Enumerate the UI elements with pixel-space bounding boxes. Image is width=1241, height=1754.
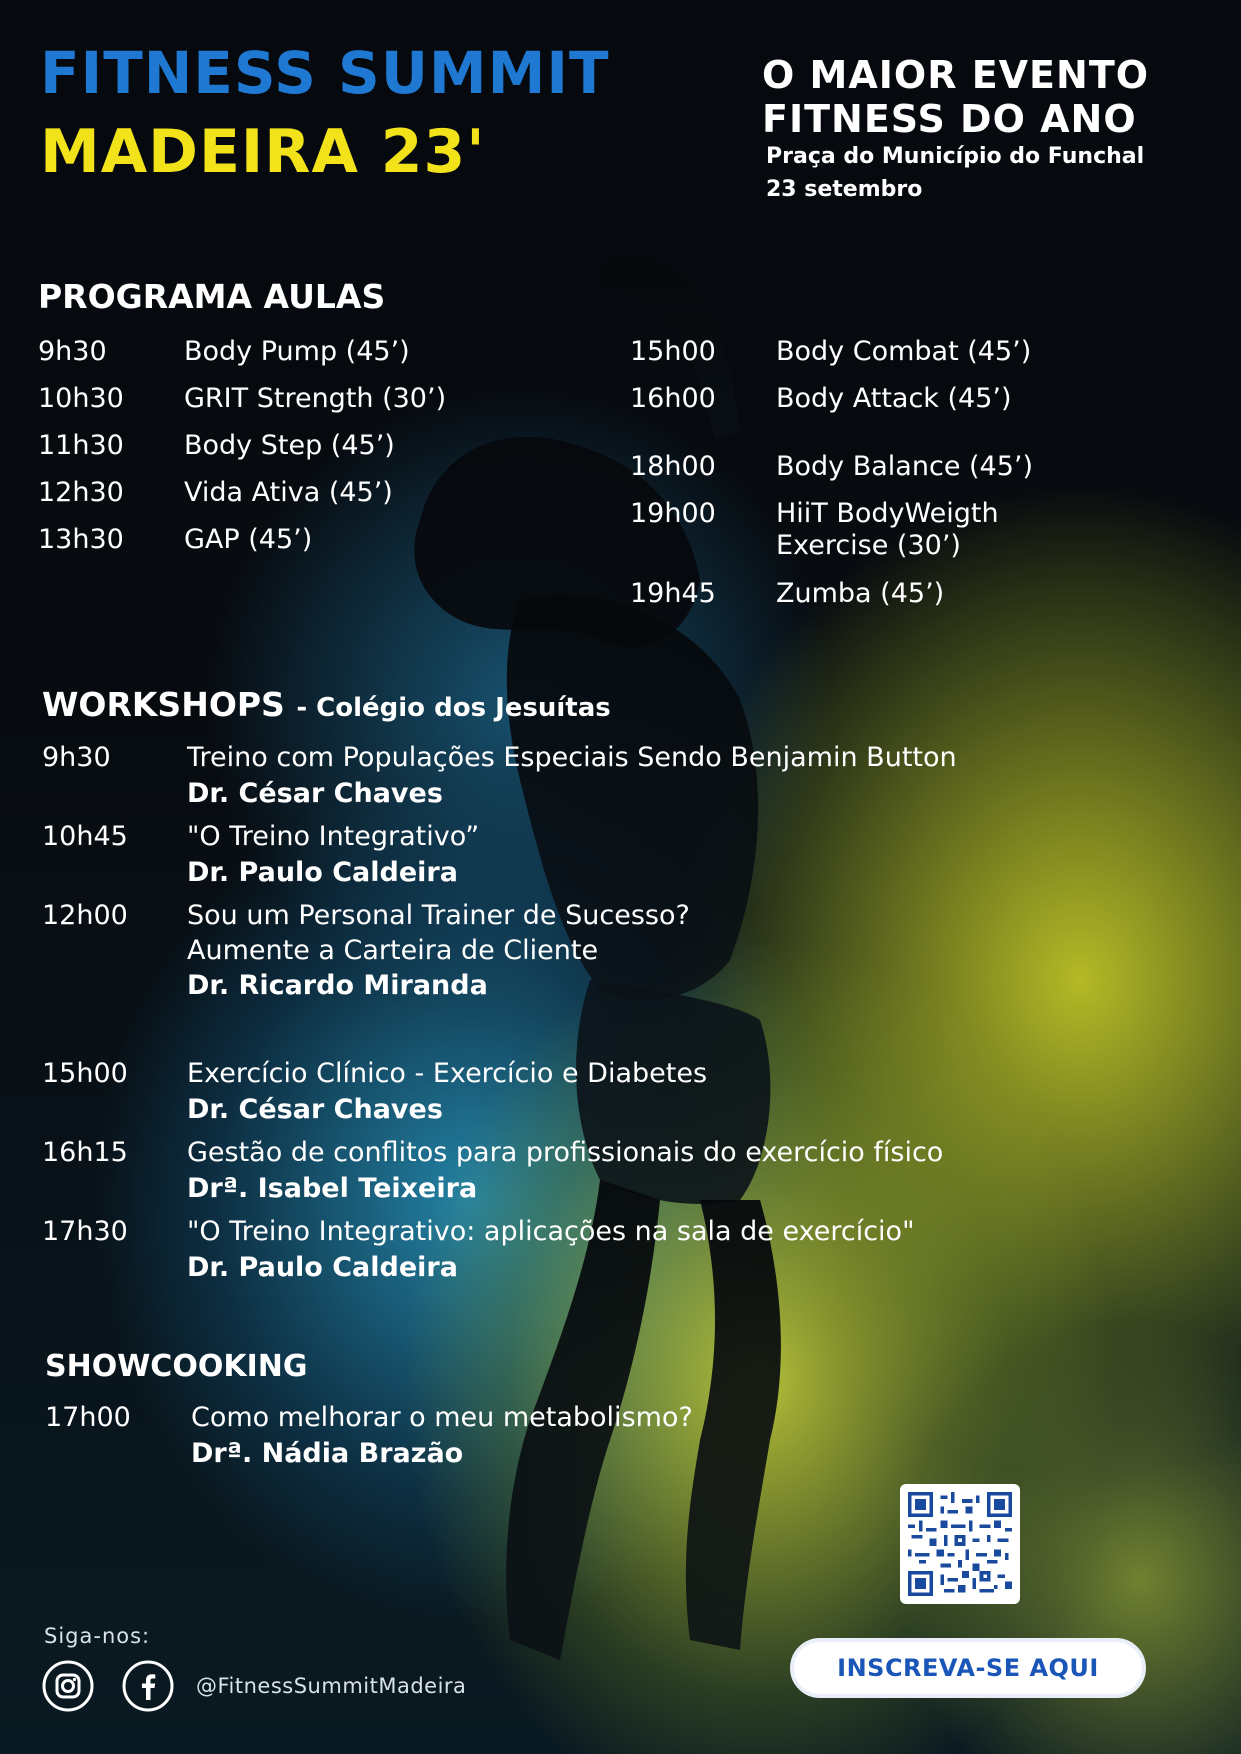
program-class: Body Step (45’): [184, 430, 395, 461]
program-time: 10h30: [38, 383, 124, 414]
showcooking-heading: SHOWCOOKING: [45, 1349, 308, 1384]
workshops-heading: [42, 685, 611, 724]
workshops-title: WORKSHOPS: [42, 685, 285, 724]
program-time: 15h00: [630, 336, 716, 367]
workshop-time: 10h45: [42, 821, 128, 852]
program-time: 19h00: [630, 498, 716, 529]
program-class: Vida Ativa (45’): [184, 477, 393, 508]
workshop-title: Treino com Populações Especiais Sendo Benjamin Button: [187, 742, 957, 773]
showcooking-speaker: Drª. Nádia Brazão: [191, 1438, 464, 1469]
qr-code-graphic: [908, 1492, 1012, 1596]
workshop-time: 12h00: [42, 900, 128, 931]
showcooking-title: Como melhorar o meu metabolismo?: [191, 1402, 693, 1433]
program-class: HiiT BodyWeigth: [776, 498, 999, 529]
workshop-title: Gestão de conflitos para profissionais do exercício físico: [187, 1137, 944, 1168]
program-class: Zumba (45’): [776, 578, 945, 609]
qr-code[interactable]: [900, 1484, 1020, 1604]
workshop-title: Exercício Clínico - Exercício e Diabetes: [187, 1058, 708, 1089]
program-class: Body Balance (45’): [776, 451, 1034, 482]
program-heading: PROGRAMA AULAS: [38, 277, 386, 316]
event-subtitle: MADEIRA 23': [40, 117, 486, 187]
program-time: 19h45: [630, 578, 716, 609]
facebook-icon[interactable]: [122, 1660, 174, 1712]
tagline-line-2: FITNESS DO ANO: [762, 97, 1137, 141]
workshop-time: 16h15: [42, 1137, 128, 1168]
instagram-icon[interactable]: [42, 1660, 94, 1712]
program-time: 11h30: [38, 430, 124, 461]
event-title: FITNESS SUMMIT: [40, 39, 610, 107]
follow-label: Siga-nos:: [44, 1624, 151, 1648]
workshop-title-line2: Aumente a Carteira de Cliente: [187, 935, 599, 966]
workshops-location: - Colégio dos Jesuítas: [296, 693, 611, 723]
program-class-line2: Exercise (30’): [776, 530, 961, 561]
workshop-speaker: Dr. Paulo Caldeira: [187, 857, 458, 888]
program-time: 16h00: [630, 383, 716, 414]
program-class: GRIT Strength (30’): [184, 383, 447, 414]
tagline-line-1: O MAIOR EVENTO: [762, 53, 1150, 97]
register-button[interactable]: INSCREVA-SE AQUI: [790, 1638, 1146, 1698]
program-time: 13h30: [38, 524, 124, 555]
workshop-speaker: Dr. César Chaves: [187, 1094, 443, 1125]
program-class: Body Pump (45’): [184, 336, 410, 367]
program-class: Body Combat (45’): [776, 336, 1032, 367]
workshop-time: 15h00: [42, 1058, 128, 1089]
workshop-time: 9h30: [42, 742, 111, 773]
workshop-speaker: Dr. César Chaves: [187, 778, 443, 809]
program-time: 12h30: [38, 477, 124, 508]
program-class: GAP (45’): [184, 524, 313, 555]
program-time: 18h00: [630, 451, 716, 482]
workshop-title: "O Treino Integrativo: aplicações na sala de exercício": [187, 1216, 915, 1247]
workshop-speaker: Dr. Paulo Caldeira: [187, 1252, 458, 1283]
workshop-speaker: Dr. Ricardo Miranda: [187, 970, 488, 1001]
program-time: 9h30: [38, 336, 107, 367]
workshop-time: 17h30: [42, 1216, 128, 1247]
social-handle[interactable]: @FitnessSummitMadeira: [196, 1674, 467, 1698]
event-date: 23 setembro: [766, 177, 923, 202]
showcooking-time: 17h00: [45, 1402, 131, 1433]
workshop-speaker: Drª. Isabel Teixeira: [187, 1173, 478, 1204]
workshop-title: Sou um Personal Trainer de Sucesso?: [187, 900, 690, 931]
venue: Praça do Município do Funchal: [766, 144, 1145, 169]
program-class: Body Attack (45’): [776, 383, 1012, 414]
workshop-title: "O Treino Integrativo”: [187, 821, 480, 852]
